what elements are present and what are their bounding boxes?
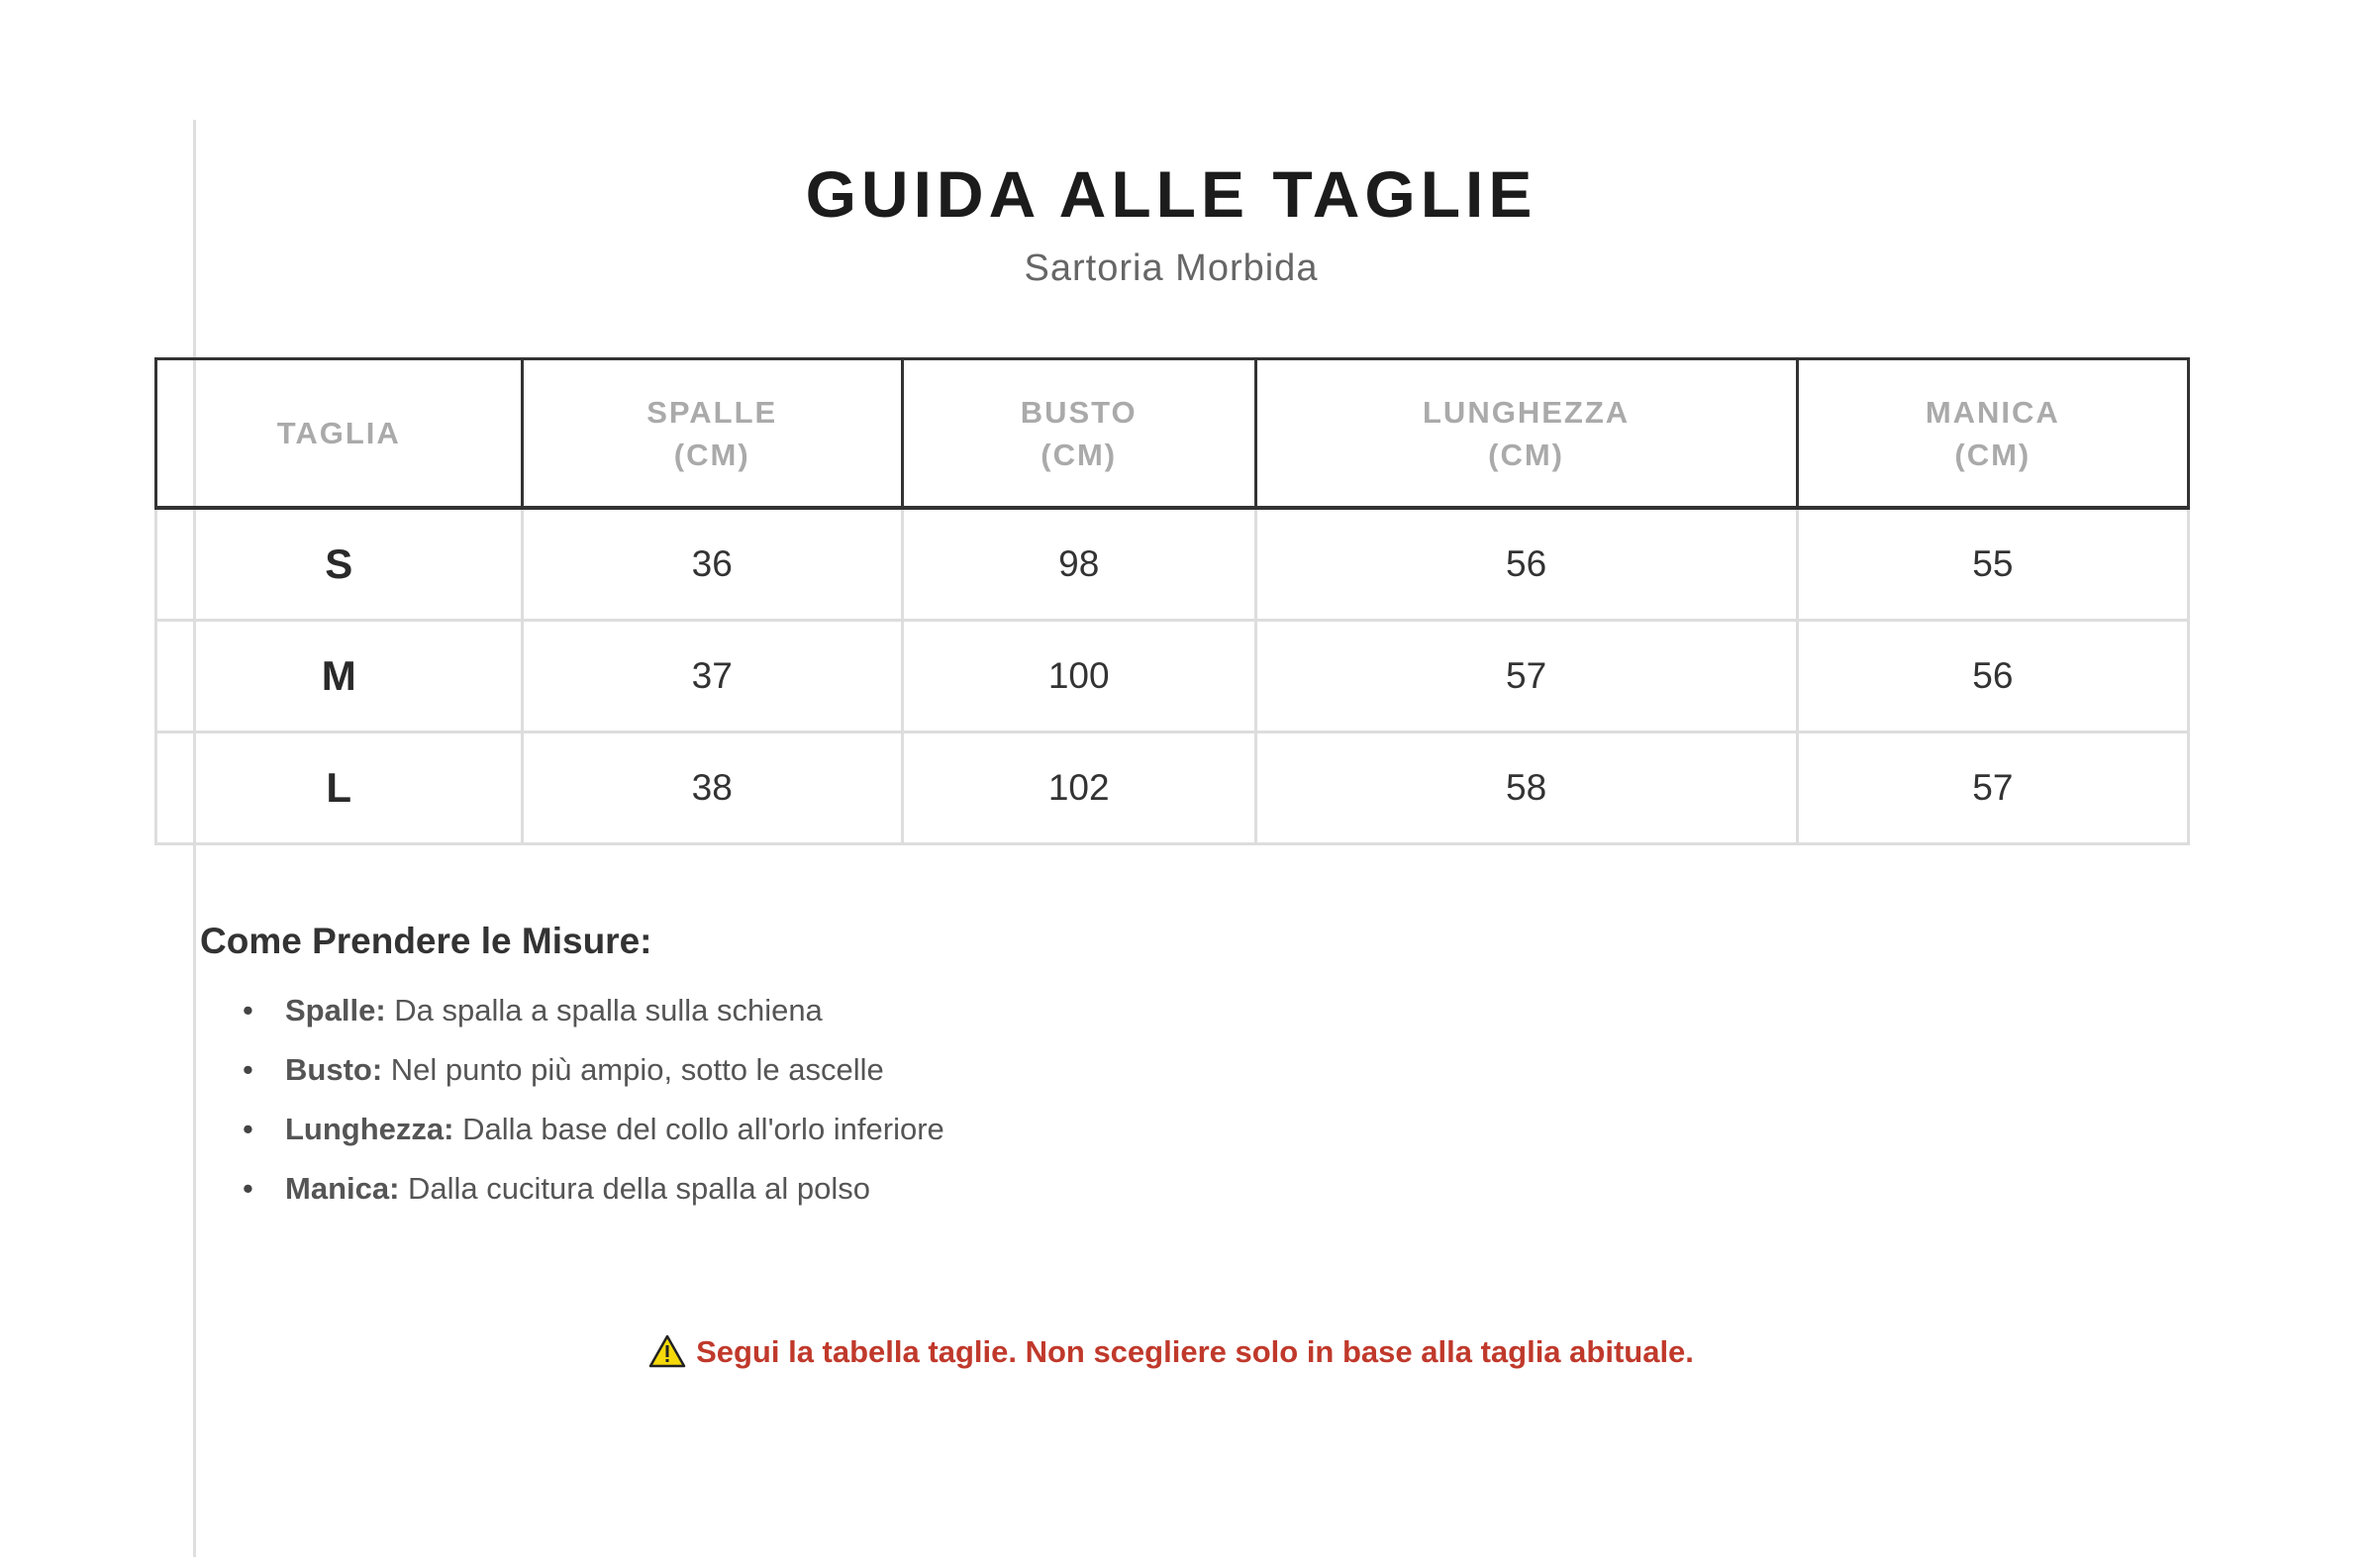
page-title: GUIDA ALLE TAGLIE — [805, 157, 1537, 231]
bullet-icon: • — [243, 1171, 253, 1206]
header-label: MANICA — [1925, 394, 2060, 430]
table-row — [156, 621, 2189, 733]
list-item — [238, 1047, 944, 1107]
cell-spalle: 36 — [522, 508, 902, 621]
list-item-text: Da spalla a spalla sulla schiena — [385, 993, 823, 1027]
list-item-term: Lunghezza: — [285, 1112, 454, 1146]
warning-text: Segui la tabella taglie. Non scegliere solo in base alla taglia abituale. — [696, 1334, 1694, 1369]
header-unit: (CM) — [673, 437, 750, 472]
howto-list — [238, 988, 944, 1225]
header-spalle — [522, 359, 902, 509]
cell-size: S — [156, 508, 523, 621]
size-table — [154, 357, 2190, 845]
list-item-text: Dalla cucitura della spalla al polso — [399, 1171, 871, 1206]
cell-manica: 55 — [1797, 508, 2188, 621]
header-label: SPALLE — [646, 394, 778, 430]
howto-heading: Come Prendere le Misure: — [200, 921, 652, 961]
cell-size: L — [156, 733, 523, 844]
list-item-text: Dalla base del collo all'orlo inferiore — [453, 1112, 944, 1146]
list-item — [238, 1166, 944, 1225]
warning-note — [0, 1334, 2342, 1376]
header-taglia — [156, 359, 523, 509]
cell-lunghezza: 57 — [1255, 621, 1797, 733]
table-row — [156, 733, 2189, 844]
cell-lunghezza: 56 — [1255, 508, 1797, 621]
bullet-icon: • — [243, 1052, 253, 1087]
cell-busto: 102 — [902, 733, 1255, 844]
cell-size: M — [156, 621, 523, 733]
cell-spalle: 37 — [522, 621, 902, 733]
list-item-term: Manica: — [285, 1171, 400, 1206]
header-unit: (CM) — [1488, 437, 1564, 472]
header-unit: (CM) — [1041, 437, 1118, 472]
cell-spalle: 38 — [522, 733, 902, 844]
bullet-icon: • — [243, 1112, 253, 1146]
bullet-icon: • — [243, 993, 253, 1027]
list-item-term: Spalle: — [285, 993, 386, 1027]
cell-manica: 56 — [1797, 621, 2188, 733]
header-label: TAGLIA — [276, 416, 401, 450]
table-header-row — [156, 359, 2189, 509]
table-row — [156, 508, 2189, 621]
header-manica — [1797, 359, 2188, 509]
cell-busto: 98 — [902, 508, 1255, 621]
list-item — [238, 988, 944, 1047]
list-item-text: Nel punto più ampio, sotto le ascelle — [382, 1052, 884, 1087]
list-item — [238, 1107, 944, 1166]
header-label: BUSTO — [1020, 394, 1138, 430]
warning-triangle-icon — [648, 1334, 686, 1376]
header-lunghezza — [1255, 359, 1797, 509]
header-busto — [902, 359, 1255, 509]
header-unit: (CM) — [1954, 437, 2032, 472]
list-item-term: Busto: — [285, 1052, 383, 1087]
cell-busto: 100 — [902, 621, 1255, 733]
cell-manica: 57 — [1797, 733, 2188, 844]
cell-lunghezza: 58 — [1255, 733, 1797, 844]
header-label: LUNGHEZZA — [1423, 394, 1631, 430]
page-subtitle: Sartoria Morbida — [1024, 247, 1319, 289]
